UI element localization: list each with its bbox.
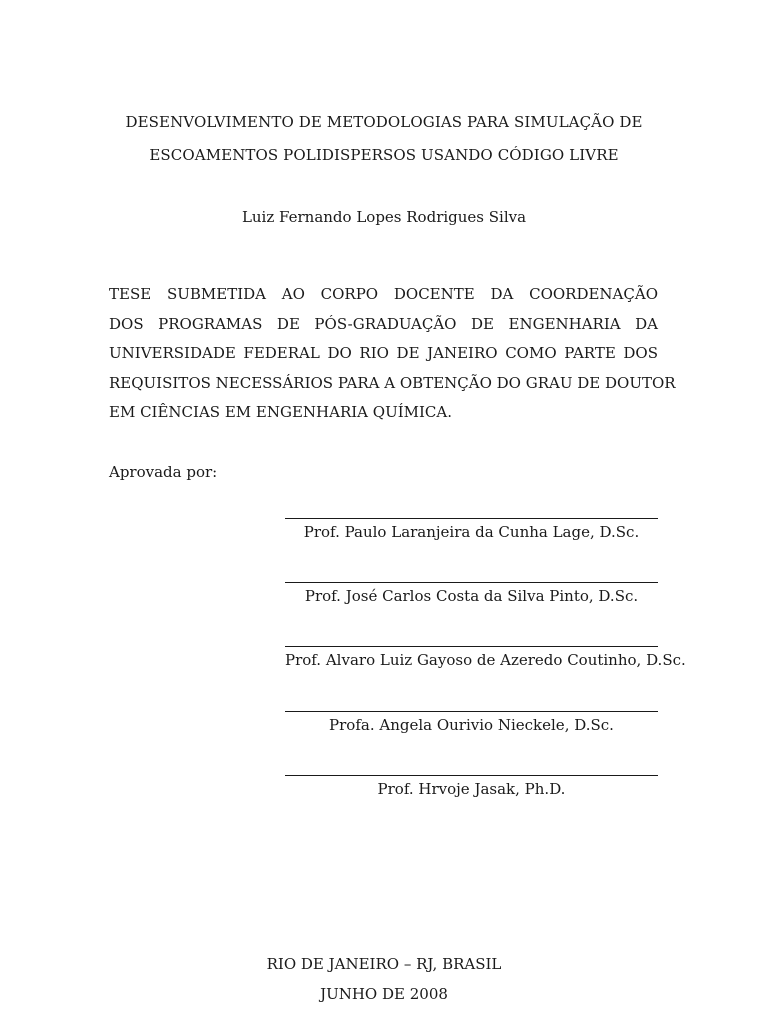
committee-member-name: Prof. Hrvoje Jasak, Ph.D. [377, 780, 566, 798]
committee-member-name: Prof. José Carlos Costa da Silva Pinto, D.Sc. [304, 587, 639, 605]
submission-statement [109, 280, 676, 428]
statement-line-2: DOS PROGRAMAS DE PÓS-GRADUAÇÃO DE ENGENHARIA DA [109, 314, 658, 333]
signature-block-2 [285, 582, 658, 608]
committee-member-name: Profa. Angela Ourivio Nieckele, D.Sc. [329, 716, 614, 734]
signature-block-3 [285, 646, 686, 672]
signature-block-1 [285, 518, 658, 544]
statement-line-1: TESE SUBMETIDA AO CORPO DOCENTE DA COORDENAÇÃO [109, 285, 658, 303]
committee-member-name: Prof. Paulo Laranjeira da Cunha Lage, D.Sc. [303, 523, 640, 541]
signature-block-4 [285, 711, 658, 737]
footer-date: JUNHO DE 2008 [320, 985, 448, 1003]
approved-by-label: Aprovada por: [109, 463, 218, 481]
author-name: Luiz Fernando Lopes Rodrigues Silva [241, 208, 527, 226]
statement-line-4: REQUISITOS NECESSÁRIOS PARA A OBTENÇÃO DO GRAU DE DOUTOR [109, 373, 676, 392]
signature-block-5 [285, 775, 658, 801]
thesis-title-line-1: DESENVOLVIMENTO DE METODOLOGIAS PARA SIMULAÇÃO DE [125, 113, 643, 131]
committee-member-name: Prof. Alvaro Luiz Gayoso de Azeredo Coutinho, D.Sc. [285, 651, 686, 669]
footer [90, 949, 678, 1009]
thesis-title-line-2: ESCOAMENTOS POLIDISPERSOS USANDO CÓDIGO LIVRE [149, 146, 619, 164]
footer-place: RIO DE JANEIRO – RJ, BRASIL [266, 955, 502, 973]
statement-line-3: UNIVERSIDADE FEDERAL DO RIO DE JANEIRO COMO PARTE DOS [109, 344, 658, 362]
statement-line-5: EM CIÊNCIAS EM ENGENHARIA QUÍMICA. [109, 403, 453, 421]
thesis-title [90, 106, 678, 172]
